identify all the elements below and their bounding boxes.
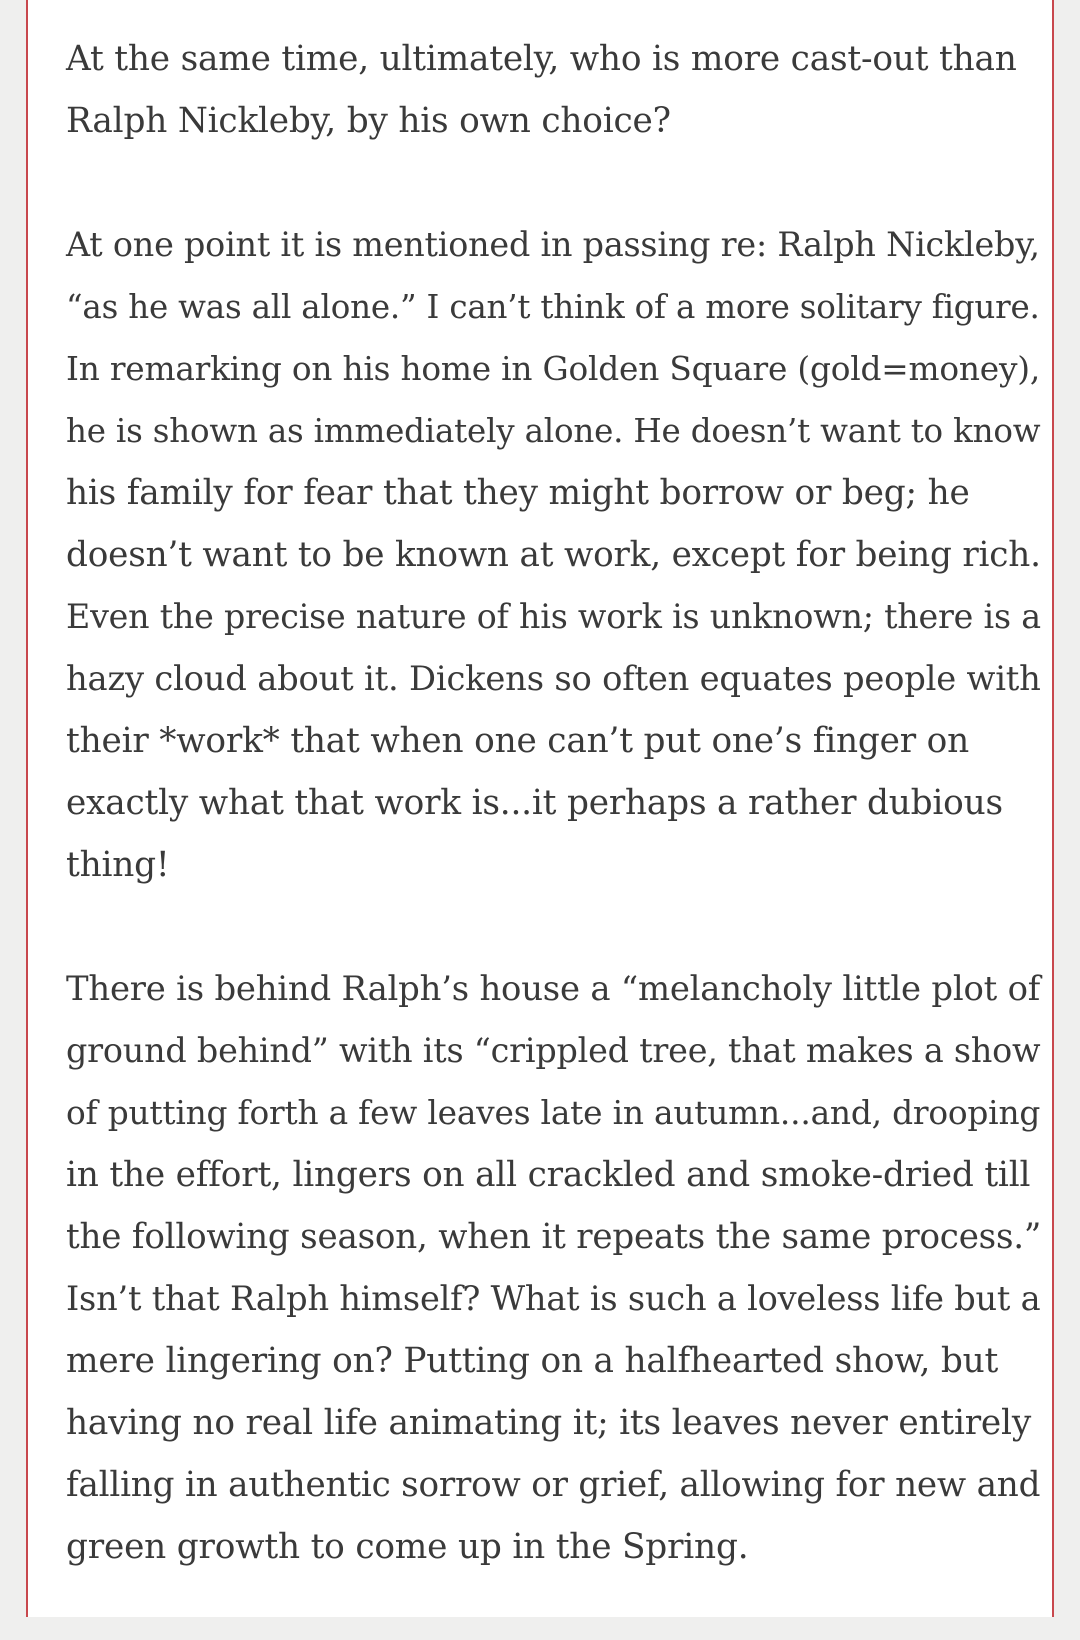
text-line: thing!	[66, 845, 170, 885]
text-line: doesn’t want to be known at work, except for being rich.	[66, 535, 1041, 575]
text-line: In remarking on his home in Golden Square (gold=money),	[66, 350, 1041, 388]
text-line: falling in authentic sorrow or grief, allowing for new and	[66, 1465, 1041, 1505]
text-line: At the same time, ultimately, who is more cast-out than	[66, 39, 1017, 79]
text-line: of putting forth a few leaves late in autumn...and, drooping	[66, 1094, 1041, 1132]
paragraph-3	[66, 958, 1046, 1578]
article-page	[26, 0, 1054, 1617]
text-line: Ralph Nickleby, by his own choice?	[66, 101, 671, 141]
text-line: green growth to come up in the Spring.	[66, 1527, 749, 1567]
text-line: his family for fear that they might borrow or beg; he	[66, 473, 970, 513]
article-body	[66, 28, 1046, 1640]
text-line: their *work* that when one can’t put one’s finger on	[66, 721, 970, 761]
text-line: There is behind Ralph’s house a “melancholy little plot of	[66, 969, 1041, 1008]
text-line: having no real life animating it; its leaves never entirely	[66, 1403, 1032, 1443]
text-line: he is shown as immediately alone. He doesn’t want to know	[66, 412, 1041, 450]
paragraph-1	[66, 28, 1046, 152]
text-line: mere lingering on? Putting on a halfhearted show, but	[66, 1341, 999, 1381]
text-line: At one point it is mentioned in passing re: Ralph Nickleby,	[66, 225, 1040, 264]
text-line: Even the precise nature of his work is unknown; there is a	[66, 597, 1041, 636]
text-line: exactly what that work is...it perhaps a rather dubious	[66, 783, 1003, 823]
text-line: “as he was all alone.” I can’t think of a more solitary figure.	[66, 288, 1040, 326]
text-line: in the effort, lingers on all crackled and smoke-dried till	[66, 1155, 1031, 1195]
text-line: hazy cloud about it. Dickens so often equates people with	[66, 659, 1041, 698]
text-line: Isn’t that Ralph himself? What is such a loveless life but a	[66, 1279, 1041, 1318]
text-line: the following season, when it repeats the same process.”	[66, 1217, 1042, 1257]
paragraph-2	[66, 214, 1046, 896]
text-line: ground behind” with its “crippled tree, that makes a show	[66, 1031, 1041, 1070]
